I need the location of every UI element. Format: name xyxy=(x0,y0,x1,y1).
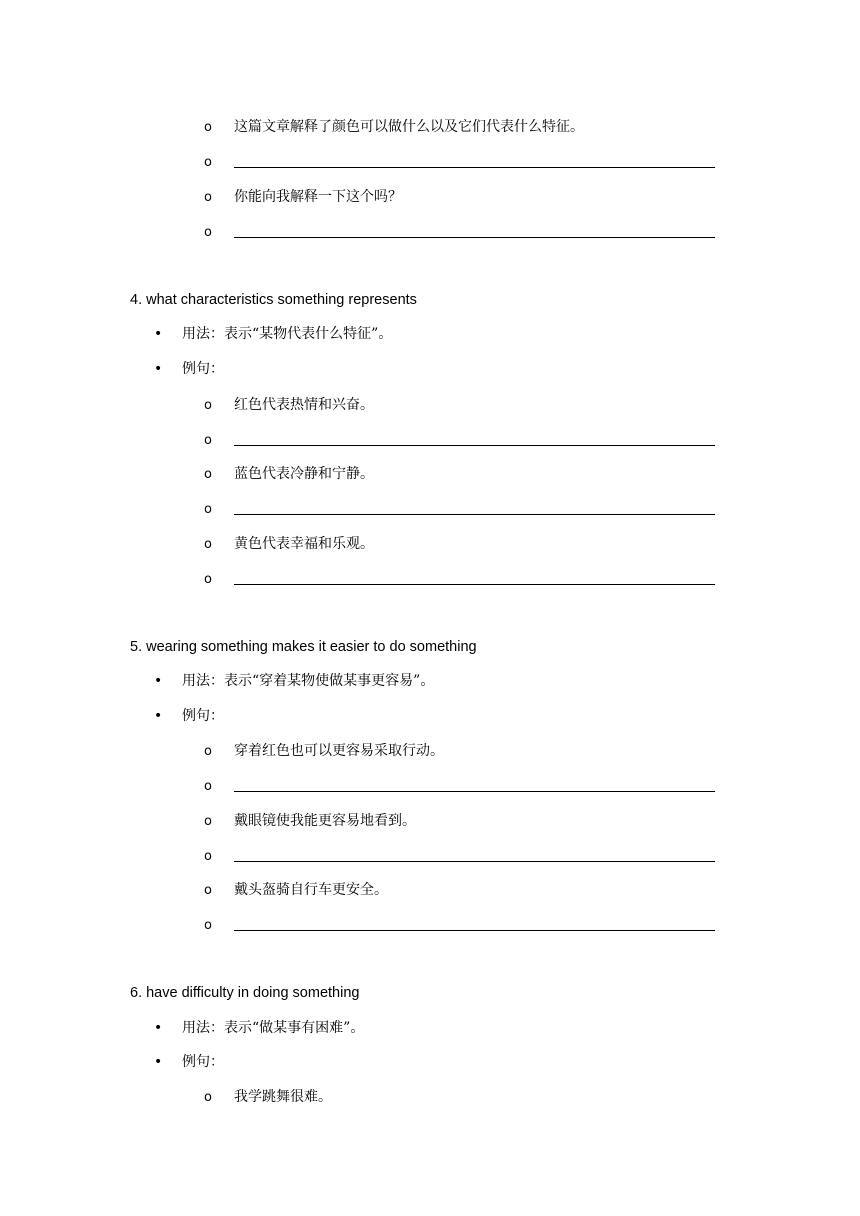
circle-bullet-icon: o xyxy=(204,744,212,759)
example-text: 我学跳舞很难。 xyxy=(234,1089,332,1105)
answer-blank-line xyxy=(234,237,715,238)
circle-bullet-icon: o xyxy=(204,155,212,170)
example-blank-item xyxy=(204,220,724,244)
usage-text: 用法：表示“做某事有困难”。 xyxy=(182,1020,365,1036)
dot-bullet-icon: • xyxy=(154,708,163,724)
example-blank-item xyxy=(204,428,724,452)
circle-bullet-icon: o xyxy=(204,433,212,448)
circle-bullet-icon: o xyxy=(204,814,212,829)
answer-blank-line xyxy=(234,791,715,792)
example-blank-item xyxy=(204,844,724,868)
section-heading: 6. have difficulty in doing something xyxy=(130,985,360,1001)
example-item xyxy=(204,115,724,139)
example-text: 戴眼镜使我能更容易地看到。 xyxy=(234,813,416,829)
example-text: 黄色代表幸福和乐观。 xyxy=(234,536,374,552)
example-text: 穿着红色也可以更容易采取行动。 xyxy=(234,743,444,759)
example-blank-item xyxy=(204,774,724,798)
example-item xyxy=(204,739,724,763)
circle-bullet-icon: o xyxy=(204,225,212,240)
example-text: 这篇文章解释了颜色可以做什么以及它们代表什么特征。 xyxy=(234,119,584,135)
circle-bullet-icon: o xyxy=(204,883,212,898)
example-text: 红色代表热情和兴奋。 xyxy=(234,397,374,413)
example-item xyxy=(204,878,724,902)
circle-bullet-icon: o xyxy=(204,849,212,864)
example-text: 你能向我解释一下这个吗？ xyxy=(234,189,402,205)
answer-blank-line xyxy=(234,167,715,168)
circle-bullet-icon: o xyxy=(204,467,212,482)
example-item xyxy=(204,532,724,556)
example-text: 戴头盔骑自行车更安全。 xyxy=(234,882,388,898)
answer-blank-line xyxy=(234,514,715,515)
circle-bullet-icon: o xyxy=(204,572,212,587)
example-item xyxy=(204,1085,724,1109)
circle-bullet-icon: o xyxy=(204,398,212,413)
section-heading: 4. what characteristics something represents xyxy=(130,292,417,308)
circle-bullet-icon: o xyxy=(204,120,212,135)
circle-bullet-icon: o xyxy=(204,537,212,552)
answer-blank-line xyxy=(234,584,715,585)
example-label: 例句： xyxy=(182,1054,224,1070)
dot-bullet-icon: • xyxy=(154,673,163,689)
example-label: 例句： xyxy=(182,361,224,377)
circle-bullet-icon: o xyxy=(204,1090,212,1105)
example-text: 蓝色代表冷静和宁静。 xyxy=(234,466,374,482)
circle-bullet-icon: o xyxy=(204,918,212,933)
dot-bullet-icon: • xyxy=(154,1020,163,1036)
answer-blank-line xyxy=(234,445,715,446)
dot-bullet-icon: • xyxy=(154,1054,163,1070)
example-item xyxy=(204,809,724,833)
example-item xyxy=(204,462,724,486)
circle-bullet-icon: o xyxy=(204,779,212,794)
usage-text: 用法：表示“某物代表什么特征”。 xyxy=(182,326,393,342)
usage-text: 用法：表示“穿着某物使做某事更容易”。 xyxy=(182,673,435,689)
dot-bullet-icon: • xyxy=(154,326,163,342)
answer-blank-line xyxy=(234,930,715,931)
dot-bullet-icon: • xyxy=(154,361,163,377)
example-label: 例句： xyxy=(182,708,224,724)
example-blank-item xyxy=(204,150,724,174)
example-item xyxy=(204,185,724,209)
answer-blank-line xyxy=(234,861,715,862)
example-blank-item xyxy=(204,913,724,937)
example-item xyxy=(204,393,724,417)
example-blank-item xyxy=(204,567,724,591)
example-blank-item xyxy=(204,497,724,521)
circle-bullet-icon: o xyxy=(204,502,212,517)
section-heading: 5. wearing something makes it easier to do something xyxy=(130,639,477,655)
circle-bullet-icon: o xyxy=(204,190,212,205)
